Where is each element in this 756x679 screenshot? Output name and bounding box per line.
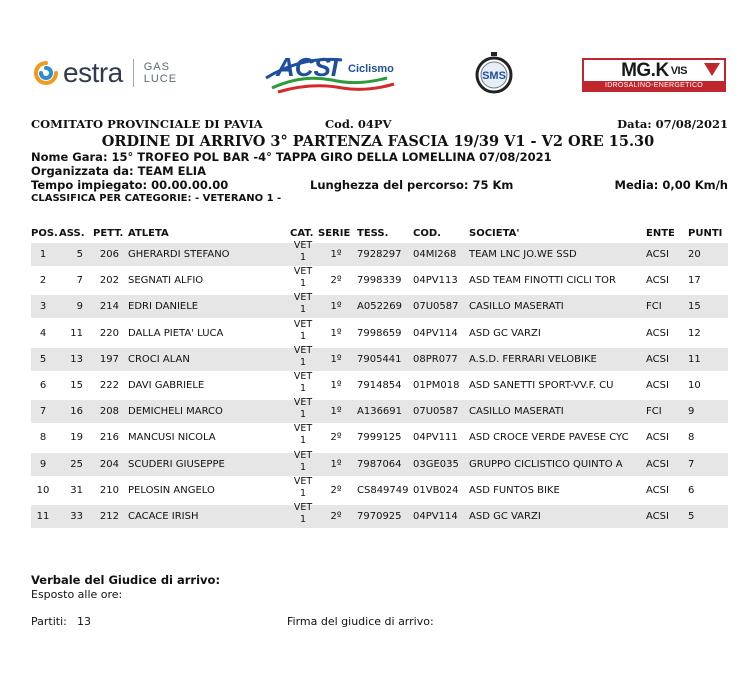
acsi-ciclismo-logo bbox=[262, 50, 402, 100]
cell-serie: 2º bbox=[330, 275, 342, 287]
cell-societa: A.S.D. FERRARI VELOBIKE bbox=[469, 353, 597, 365]
cell-serie: 2º bbox=[330, 511, 342, 522]
cell-cod: 01VB024 bbox=[413, 484, 459, 496]
cell-serie: 1º bbox=[330, 458, 342, 470]
cell-pett: 202 bbox=[99, 275, 119, 287]
cell-cat-line1: VET bbox=[293, 292, 313, 304]
cell-serie: 1º bbox=[330, 406, 342, 418]
cell-cat-line1: VET bbox=[293, 266, 313, 278]
cell-societa: ASD CROCE VERDE PAVESE CYC bbox=[469, 432, 629, 444]
mgk-triangle-icon bbox=[704, 63, 720, 76]
table-row bbox=[31, 318, 728, 345]
cell-cat-line1: VET bbox=[293, 449, 313, 461]
cell-cod: 04PV113 bbox=[413, 275, 458, 287]
cell-ass: 31 bbox=[70, 484, 83, 496]
table-row bbox=[31, 344, 728, 371]
table-row bbox=[31, 371, 728, 397]
cell-cod: 04PV114 bbox=[413, 327, 458, 339]
cell-cod: 04MI268 bbox=[413, 249, 457, 260]
cell-serie: 2º bbox=[330, 432, 342, 444]
cell-cat-line2: 1 bbox=[299, 330, 307, 342]
table-row bbox=[31, 475, 728, 502]
cell-cod: 04PV114 bbox=[413, 511, 458, 522]
firma-label: Firma del giudice di arrivo: bbox=[287, 615, 434, 628]
cell-ass: 25 bbox=[70, 458, 83, 470]
table-row bbox=[31, 502, 728, 528]
cell-societa: ASD GC VARZI bbox=[469, 511, 541, 522]
cell-serie: 2º bbox=[330, 484, 342, 496]
cell-tess: 7914854 bbox=[357, 380, 402, 391]
cell-punti: 15 bbox=[688, 301, 701, 313]
cell-ente: ACSI bbox=[646, 249, 669, 260]
cell-punti: 5 bbox=[688, 511, 695, 522]
cell-atleta: GHERARDI STEFANO bbox=[128, 249, 230, 260]
cell-pett: 220 bbox=[99, 327, 119, 339]
cell-cat-line1: VET bbox=[293, 397, 313, 409]
cell-pett: 208 bbox=[99, 406, 119, 418]
cell-cat bbox=[289, 476, 317, 500]
cell-cat-line2: 1 bbox=[299, 356, 307, 368]
table-row bbox=[31, 423, 728, 449]
cell-atleta: SEGNATI ALFIO bbox=[128, 275, 204, 287]
cell-atleta: PELOSIN ANGELO bbox=[128, 484, 215, 496]
cell-tess: 7905441 bbox=[357, 353, 402, 365]
cell-pett: 206 bbox=[99, 249, 119, 260]
col-pos: POS. bbox=[31, 228, 58, 239]
page-title: ORDINE DI ARRIVO 3° PARTENZA FASCIA 19/39 V1 - V2 ORE 15.30 bbox=[101, 133, 655, 150]
col-cod: COD. bbox=[413, 228, 441, 239]
estra-sub-luce: LUCE bbox=[143, 73, 178, 85]
cell-cat bbox=[289, 292, 317, 316]
cell-cod: 07U0587 bbox=[413, 406, 459, 418]
cell-atleta: EDRI DANIELE bbox=[128, 301, 199, 313]
cell-cat-line1: VET bbox=[293, 371, 313, 382]
cell-pos: 9 bbox=[39, 458, 47, 470]
estra-word: estra bbox=[63, 57, 123, 88]
cell-ass: 19 bbox=[70, 432, 83, 444]
time-elapsed: Tempo impiegato: 00.00.00.00 bbox=[31, 178, 229, 192]
col-cat: CAT. bbox=[290, 228, 314, 239]
cell-cat-line1: VET bbox=[293, 344, 313, 356]
col-societa: SOCIETA' bbox=[469, 228, 520, 239]
table-row bbox=[31, 449, 728, 476]
cell-atleta: DALLA PIETA' LUCA bbox=[128, 327, 224, 339]
race-code: Cod. 04PV bbox=[325, 117, 392, 131]
mgk-word: MG.K bbox=[621, 59, 669, 81]
table-row bbox=[31, 397, 728, 423]
cell-pos: 6 bbox=[39, 380, 47, 391]
cell-atleta: SCUDERI GIUSEPPE bbox=[128, 458, 225, 470]
cell-tess: 7987064 bbox=[357, 458, 402, 470]
cell-societa: ASD GC VARZI bbox=[469, 327, 541, 339]
cell-pett: 222 bbox=[99, 380, 119, 391]
cell-cat-line2: 1 bbox=[299, 409, 307, 421]
cell-atleta: CROCI ALAN bbox=[128, 353, 190, 365]
col-pett: PETT. bbox=[93, 228, 124, 239]
cell-cat bbox=[289, 423, 317, 447]
cell-cat-line1: VET bbox=[293, 423, 313, 435]
cell-societa: GRUPPO CICLISTICO QUINTO A bbox=[469, 458, 623, 470]
cell-ass: 5 bbox=[76, 249, 83, 260]
estra-divider bbox=[133, 59, 134, 87]
cell-cat bbox=[289, 371, 317, 395]
sms-logo bbox=[472, 52, 516, 98]
cell-pos: 8 bbox=[39, 432, 47, 444]
cell-societa: ASD SANETTI SPORT-VV.F. CU bbox=[469, 380, 614, 391]
cell-cat-line1: VET bbox=[293, 318, 313, 330]
cell-cat bbox=[289, 345, 317, 369]
cell-pos: 10 bbox=[36, 484, 50, 496]
category-label: CLASSIFICA PER CATEGORIE: - VETERANO 1 - bbox=[31, 193, 282, 204]
sms-text: SMS bbox=[482, 70, 506, 82]
cell-ente: ACSI bbox=[646, 484, 669, 496]
partiti-label: Partiti: bbox=[31, 615, 67, 628]
cell-ente: ACSI bbox=[646, 511, 669, 522]
cell-pos: 7 bbox=[39, 406, 47, 418]
col-ass: ASS. bbox=[59, 228, 85, 239]
cell-ente: ACSI bbox=[646, 353, 669, 365]
col-ente: ENTE bbox=[646, 228, 675, 239]
cell-societa: CASILLO MASERATI bbox=[469, 301, 564, 313]
cell-atleta: DEMICHELI MARCO bbox=[128, 406, 223, 418]
cell-serie: 1º bbox=[330, 353, 342, 365]
cell-cat-line1: VET bbox=[293, 475, 313, 487]
cell-pett: 214 bbox=[99, 301, 119, 313]
mgk-main bbox=[584, 60, 724, 81]
cell-serie: 1º bbox=[330, 249, 342, 260]
table-row bbox=[31, 292, 728, 318]
cell-punti: 12 bbox=[688, 327, 701, 339]
mgk-vis: VIS bbox=[670, 64, 687, 77]
table-row bbox=[31, 240, 728, 266]
cell-serie: 1º bbox=[330, 327, 342, 339]
cell-cat-line2: 1 bbox=[299, 278, 307, 290]
cell-ente: FCI bbox=[646, 406, 662, 418]
cell-cod: 01PM018 bbox=[413, 380, 460, 391]
cell-punti: 9 bbox=[688, 406, 695, 418]
cell-ass: 11 bbox=[70, 327, 83, 339]
cell-punti: 10 bbox=[688, 380, 701, 391]
esposto-label: Esposto alle ore: bbox=[31, 588, 123, 601]
cell-cat bbox=[289, 502, 317, 526]
cell-pett: 212 bbox=[99, 511, 119, 522]
cell-cod: 07U0587 bbox=[413, 301, 459, 313]
cell-societa: ASD FUNTOS BIKE bbox=[469, 484, 560, 496]
col-tess: TESS. bbox=[357, 228, 389, 239]
cell-pos: 4 bbox=[39, 327, 47, 339]
mgk-bar: IDROSALINO-ENERGETICO bbox=[584, 81, 724, 90]
cell-societa: ASD TEAM FINOTTI CICLI TOR bbox=[469, 275, 616, 287]
cell-cat bbox=[289, 319, 317, 343]
cell-punti: 17 bbox=[688, 275, 701, 287]
cell-punti: 7 bbox=[688, 458, 695, 470]
cell-ass: 7 bbox=[76, 275, 83, 287]
average-speed: Media: 0,00 Km/h bbox=[614, 178, 728, 192]
cell-atleta: MANCUSI NICOLA bbox=[128, 432, 216, 444]
committee: COMITATO PROVINCIALE DI PAVIA bbox=[31, 117, 263, 131]
cell-tess: A052269 bbox=[357, 301, 403, 313]
cell-ente: ACSI bbox=[646, 380, 669, 391]
cell-ente: ACSI bbox=[646, 458, 669, 470]
cell-pett: 204 bbox=[99, 458, 119, 470]
cell-atleta: DAVI GABRIELE bbox=[128, 380, 205, 391]
cell-cat-line2: 1 bbox=[299, 514, 307, 525]
cell-ass: 16 bbox=[70, 406, 83, 418]
cell-ente: ACSI bbox=[646, 275, 669, 287]
col-atleta: ATLETA bbox=[128, 228, 169, 239]
cell-cat-line2: 1 bbox=[299, 252, 307, 263]
cell-serie: 1º bbox=[330, 380, 342, 391]
cell-cat bbox=[289, 450, 317, 474]
cell-cat-line2: 1 bbox=[299, 435, 307, 447]
cell-pos: 1 bbox=[39, 249, 47, 260]
cell-tess: 7998659 bbox=[357, 327, 402, 339]
race-date: Data: 07/08/2021 bbox=[617, 117, 728, 131]
cell-pos: 11 bbox=[36, 511, 50, 522]
cell-pett: 216 bbox=[99, 432, 119, 444]
cell-tess: CS849749 bbox=[357, 484, 409, 496]
cell-pos: 5 bbox=[39, 353, 47, 365]
col-serie: SERIE bbox=[318, 228, 351, 239]
cell-punti: 11 bbox=[688, 353, 701, 365]
cell-punti: 8 bbox=[688, 432, 695, 444]
cell-cat-line2: 1 bbox=[299, 383, 307, 394]
cell-cod: 04PV111 bbox=[413, 432, 458, 444]
estra-sub bbox=[144, 61, 177, 85]
cell-cat bbox=[289, 240, 317, 264]
cell-tess: 7999125 bbox=[357, 432, 402, 444]
cell-pett: 210 bbox=[99, 484, 119, 496]
cell-atleta: CACACE IRISH bbox=[128, 511, 199, 522]
cell-tess: A136691 bbox=[357, 406, 403, 418]
cell-pos: 3 bbox=[39, 301, 47, 313]
mgk-vis-logo bbox=[582, 58, 726, 92]
cell-tess: 7970925 bbox=[357, 511, 402, 522]
cell-punti: 20 bbox=[688, 249, 701, 260]
estra-swirl-icon bbox=[33, 60, 59, 86]
course-length: Lunghezza del percorso: 75 Km bbox=[310, 178, 514, 192]
acsi-sub: Ciclismo bbox=[348, 63, 394, 75]
race-name: Nome Gara: 15° TROFEO POL BAR -4° TAPPA GIRO DELLA LOMELLINA 07/08/2021 bbox=[31, 150, 552, 164]
col-punti: PUNTI bbox=[688, 228, 723, 239]
cell-cat bbox=[289, 266, 317, 290]
cell-tess: 7998339 bbox=[357, 275, 402, 287]
estra-logo bbox=[33, 56, 177, 90]
cell-punti: 6 bbox=[688, 484, 695, 496]
cell-ass: 33 bbox=[70, 511, 83, 522]
cell-ente: ACSI bbox=[646, 327, 669, 339]
cell-cod: 08PR077 bbox=[413, 353, 458, 365]
cell-cat-line1: VET bbox=[293, 502, 313, 513]
acsi-word: ACSI bbox=[276, 52, 339, 82]
cell-cat-line2: 1 bbox=[299, 461, 307, 473]
cell-cat bbox=[289, 397, 317, 421]
cell-pett: 197 bbox=[99, 353, 119, 365]
cell-cat-line2: 1 bbox=[299, 304, 307, 316]
cell-cat-line1: VET bbox=[293, 240, 313, 251]
cell-cod: 03GE035 bbox=[413, 458, 459, 470]
cell-ass: 9 bbox=[76, 301, 83, 313]
cell-ente: FCI bbox=[646, 301, 662, 313]
cell-serie: 1º bbox=[330, 301, 342, 313]
estra-sub-gas: GAS bbox=[143, 61, 170, 73]
verbale-label: Verbale del Giudice di arrivo: bbox=[31, 573, 221, 587]
cell-pos: 2 bbox=[39, 275, 47, 287]
organized-by: Organizzata da: TEAM ELIA bbox=[31, 164, 206, 178]
cell-ass: 13 bbox=[70, 353, 83, 365]
cell-ente: ACSI bbox=[646, 432, 669, 444]
cell-ass: 15 bbox=[70, 380, 83, 391]
cell-cat-line2: 1 bbox=[299, 487, 307, 499]
partiti-value: 13 bbox=[77, 615, 91, 628]
table-row bbox=[31, 266, 728, 292]
cell-societa: CASILLO MASERATI bbox=[469, 406, 564, 418]
cell-tess: 7928297 bbox=[357, 249, 402, 260]
cell-societa: TEAM LNC JO.WE SSD bbox=[469, 249, 577, 260]
